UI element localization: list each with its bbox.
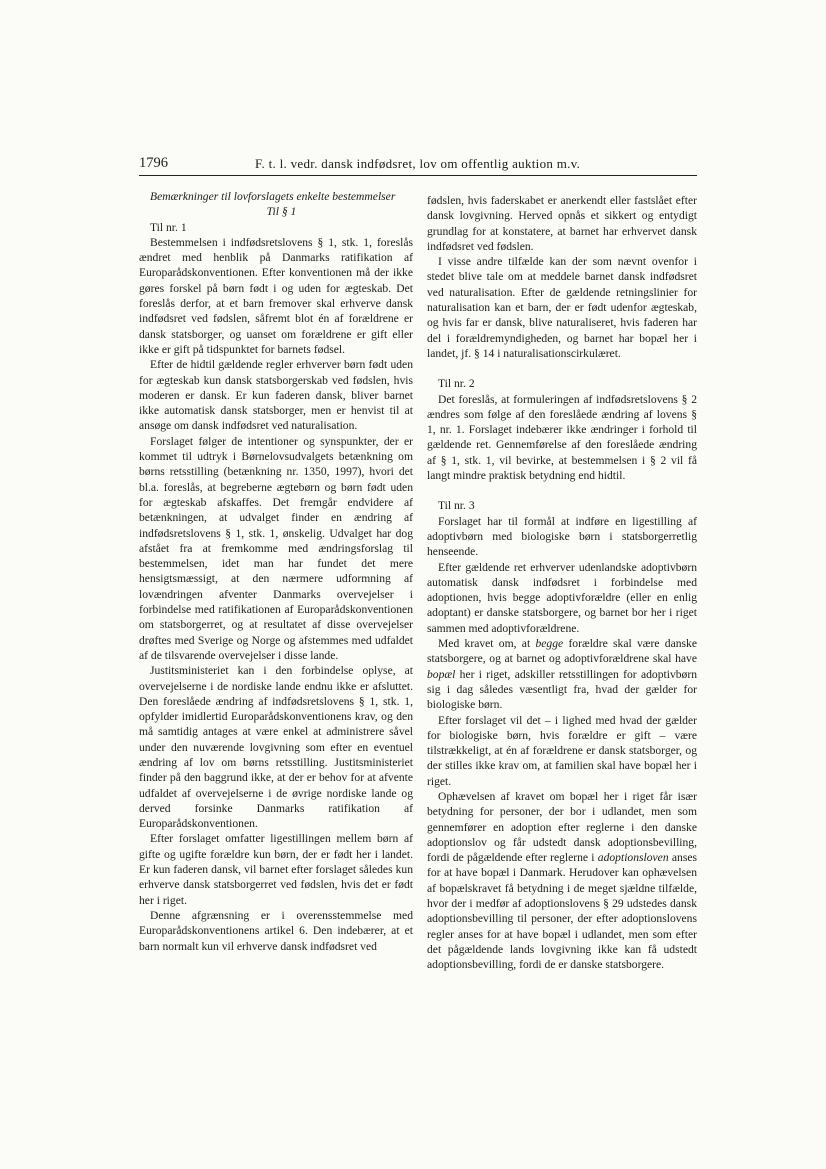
paragraph-title: Til § 1 (266, 205, 297, 219)
nr2-label: Til nr. 2 (438, 377, 475, 391)
paragraph: Efter de hidtil gældende regler erhverver børn født uden for ægteskab kun dansk statsborgerskab ved fødslen, hvis moderen er dansk. Er kun faderen dansk, bliver barnet ikke automatisk dansk statsborger, men er henvist til at ansøge om dansk indfødsret ved naturalisation. (139, 358, 413, 433)
page-header (139, 155, 697, 176)
paragraph: Efter forslaget vil det – i lighed med hvad der gælder for biologiske børn, hvis forældre er gift – være tilstrækkeligt, at én af forældrene er dansk statsborger, og der stilles ikke krav om, at familien skal have bopæl her i riget. (427, 713, 697, 788)
page-number: 1796 (139, 155, 168, 171)
emphasis: adoptionsloven (597, 851, 669, 865)
running-title: F. t. l. vedr. dansk indfødsret, lov om offentlig auktion m.v. (255, 156, 581, 171)
paragraph-with-emphasis: Ophævelsen af kravet om bopæl her i riget får især betydning for personer, der bor i udlandet, men som gennemfører en adoption efter reglerne i den danske adoptionslov og får udstedt dansk adoptionsbevilling, fordi de pågældende efter reglerne i adoptionsloven anses for at have bopæl i Danmark. Herudover kan ophævelsen af bopælskravet få betydning i de meget sjældne tilfælde, hvor der i medfør af adoptionslovens § 29 udstedes dansk adoptionsbevilling til personer, der efter adoptionslovens regler anses for at have bopæl i udlandet, men som efter det pågældende lands lovgivning ikke kan få udstedt adoptionsbevilling, fordi de er danske statsborgere. (427, 789, 697, 972)
paragraph: Forslaget har til formål at indføre en ligestilling af adoptivbørn med biologiske børn i statsborgerretlig henseende. (427, 514, 697, 559)
paragraph: Bestemmelsen i indfødsretslovens § 1, stk. 1, foreslås ændret med henblik på Danmarks ratifikation af Europarådskonventionen. Efter konventionen må der ikke gøres forskel på børn født i og uden for ægteskab. Det foreslås derfor, at et barn fremover skal erhverve dansk indfødsret ved fødslen, såfremt blot én af forældrene er dansk statsborger, og uanset om forældrene er gift eller ikke er gift på tidspunktet for barnets fødsel. (139, 235, 413, 356)
emphasis: bopæl (427, 667, 456, 681)
paragraph: Efter gældende ret erhverver udenlandske adoptivbørn automatisk dansk indfødsret i forbindelse med adoptionen, hvis begge adoptivforældre (eller en enlig adoptant) er danske statsborgere, og barnet bor her i riget sammen med adoptivforældrene. (427, 560, 697, 635)
paragraph-with-emphasis: Med kravet om, at begge forældre skal være danske statsborgere, og at barnet og adoptivforældrene skal have bopæl her i riget, adskiller retsstillingen for adoptivbørn sig i dag således væsentligt fra, hvad der gælder for biologiske børn. (427, 637, 697, 712)
nr1-label: Til nr. 1 (150, 220, 187, 234)
paragraph: fødslen, hvis faderskabet er anerkendt eller fastslået efter dansk lovgivning. Herved opnås et sikkert og entydigt grundlag for at konstatere, at barnet har erhvervet dansk indfødsret ved fødslen. (427, 194, 697, 253)
right-column (427, 193, 697, 973)
paragraph: Det foreslås, at formuleringen af indfødsretslovens § 2 ændres som følge af den foreslåede ændring af lovens § 1, nr. 1. Forslaget indebærer ikke ændringer i forhold til gældende ret. Gennemførelse af den foreslåede ændring af § 1, stk. 1, vil bevirke, at bestemmelsen i § 2 vil få langt mindre praktisk betydning end hidtil. (427, 392, 697, 483)
paragraph: I visse andre tilfælde kan der som nævnt ovenfor i stedet blive tale om at meddele barnet dansk indfødsret ved naturalisation. Efter de gældende retningslinier for naturalisation kan et barn, der er født udenfor ægteskab, og hvis far er dansk, blive naturaliseret, hvis faderen har del i forældremyndigheden, og barnet har bopæl her i landet, jf. § 14 i naturalisationscirkulæret. (427, 255, 697, 360)
section-title: Bemærkninger til lovforslagets enkelte bestemmelser (150, 190, 396, 203)
paragraph: Denne afgrænsning er i overensstemmelse med Europarådskonventionens artikel 6. Den indebærer, at et barn normalt kun vil erhverve dansk indfødsret ved (139, 908, 413, 953)
nr3-label: Til nr. 3 (438, 499, 475, 513)
paragraph: Forslaget følger de intentioner og synspunkter, der er kommet til udtryk i Børnelovsudvalgets betænkning om børns retsstilling (betænkning nr. 1350, 1997), hvori det bl.a. foreslås, at begreberne ægtebørn og børn født uden for ægteskab afskaffes. Det fremgår endvidere af betænkningen, at udvalget finder en ændring af indfødsretslovens § 1, stk. 1, ønskelig. Udvalget har dog afstået fra at fremkomme med ændringsforslag til bestemmelsen, idet man har fundet det mere hensigtsmæssigt, at den nærmere udformning af lovændringen afventer Danmarks overvejelser i forbindelse med ratifikationen af Europarådskonventionen om statsborgerret, og at resultatet af disse overvejelser drøftes med Sverige og Norge og afstemmes med udfaldet af de tilsvarende overvejelser i disse lande. (139, 434, 413, 662)
emphasis: begge (535, 637, 564, 651)
left-column (139, 189, 413, 954)
paragraph: Justitsministeriet kan i den forbindelse oplyse, at overvejelserne i de nordiske lande endnu ikke er afsluttet. Den foreslåede ændring af indfødsretslovens § 1, stk. 1, opfylder imidlertid Europarådskonventionens krav, og den må samtidig antages at være enkel at administrere såvel under den nuværende lovgivning som efter en eventuel ændring af lov om børns retsstilling. Justitsministeriet finder på den baggrund ikke, at der er behov for at afvente udfaldet af overvejelserne i de øvrige nordiske lande og derved forsinke Danmarks ratifikation af Europarådskonventionen. (139, 664, 413, 831)
paragraph: Efter forslaget omfatter ligestillingen mellem børn af gifte og ugifte forældre kun børn, der er født her i landet. Er kun faderen dansk, vil barnet efter forslaget således kun erhverve dansk statsborgerret ved fødslen, hvis det er født her i riget. (139, 832, 413, 907)
